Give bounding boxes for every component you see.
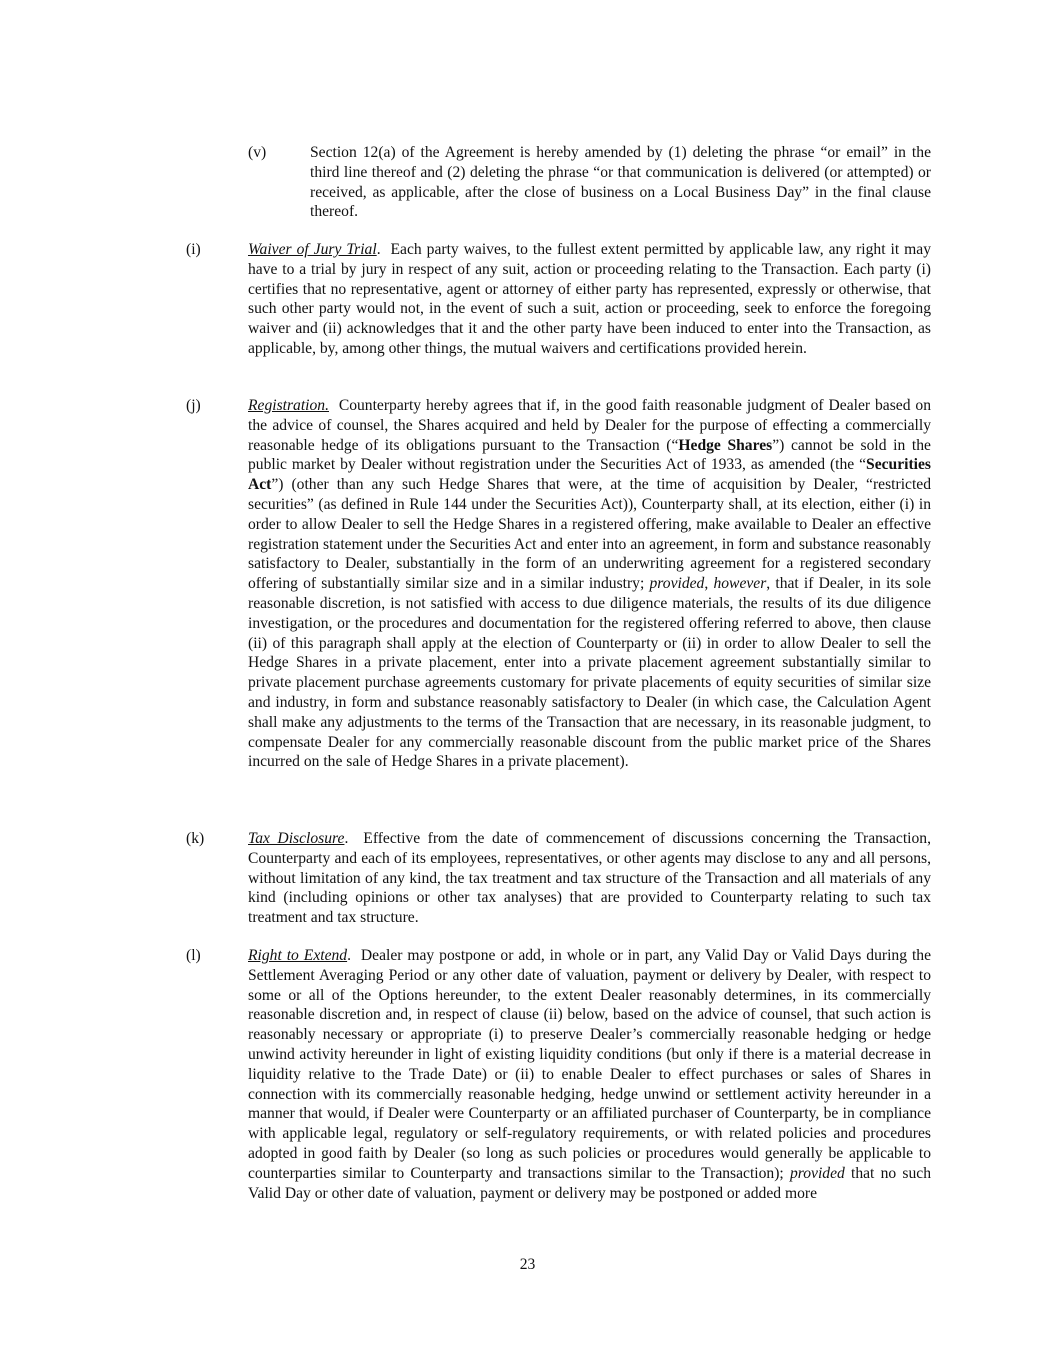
clause-j-text-5: , that if Dealer, in its sole reasonable discretion, is not satisfied with access to due diligence materials, the results of its due diligence investigation, or the procedures and documentation for the registered offering referred to above, then clause (ii) of this paragraph shall apply at the election of Counterparty or (ii) in order to allow Dealer to sell the Hedge Shares in a private placement, enter into a private placement agreement substantially similar to private placement purchase agreements customary for private placements of equity securities of similar size and industry, in form and substance reasonably satisfactory to Dealer (in which case, the Calculation Agent shall make any adjustments to the terms of the Transaction that are necessary, in its reasonable judgment, to compensate Dealer for any commercially reasonable discount from the public market price of the Shares incurred on the sale of Hedge Shares in a private placement).: [248, 575, 932, 771]
clause-j-text-2: ”) cannot be sold in the public market by Dealer without registration under the Securities Act of 1933, as amended (the “: [248, 436, 931, 474]
clause-j-however: however: [713, 575, 767, 593]
clause-k-paragraph: [248, 829, 931, 928]
clause-i-text: Each party waives, to the fullest extent permitted by applicable law, any right it may have to a trial by jury in respect of any suit, action or proceeding relating to the Transaction. Each party (i) certifies that no representative, agent or attorney of either party has represented, expressly or otherwise, that such other party would not, in the event of such a suit, action or proceeding, seek to enforce the foregoing waiver and (ii) acknowledges that it and the other party have been induced to enter into the Transaction, as applicable, by, among other things, the mutual waivers and certifications provided herein.: [248, 241, 932, 357]
clause-j-text-3: ”) (other than any such Hedge Shares that were, at the time of acquisition by Dealer, “restricted securities” (as defined in Rule 144 under the Securities Act)), Counterparty shall, at its election, either (i) in order to allow Dealer to sell the Hedge Shares in a registered offering, make available to Dealer an effective registration statement under the Securities Act and enter into an agreement, in form and substance reasonably satisfactory to Dealer, substantially in the form of an underwriting agreement for a registered secondary offering of substantially similar size and in a similar industry;: [248, 476, 931, 593]
clause-l-heading-punct: .: [347, 947, 351, 964]
clause-j-text-4: ,: [704, 575, 714, 593]
clause-label-i: (i): [186, 241, 201, 258]
clause-label-j: (j): [186, 397, 201, 414]
clause-j-provided: provided: [649, 575, 705, 593]
clause-l-paragraph: [248, 946, 931, 1203]
clause-j-heading: Registration.: [248, 397, 329, 414]
clause-i-heading: Waiver of Jury Trial: [248, 241, 377, 258]
clause-i-paragraph: [248, 240, 931, 359]
clause-l-heading: Right to Extend: [248, 947, 348, 964]
clause-j-paragraph: [248, 396, 931, 772]
clause-v-text: Section 12(a) of the Agreement is hereby amended by (1) deleting the phrase “or email” in the third line thereof and (2) deleting the phrase “or that communication is delivered (or attempted) or received, as applicable, after the close of business on a Local Business Day” in the final clause thereof.: [310, 144, 931, 221]
clause-l-provided: provided: [789, 1164, 845, 1182]
page-number: 23: [519, 1256, 536, 1273]
clause-i-heading-punct: .: [376, 241, 381, 258]
clause-l-text-1: Dealer may postpone or add, in whole or in part, any Valid Day or Valid Days during the Settlement Averaging Period or any other date of valuation, payment or delivery by Dealer, with respect to some or all of the Options hereunder, to the extent Dealer reasonably determines, in its commercially reasonable discretion and, in respect of clause (ii) below, based on the advice of counsel, that such action is reasonably necessary or appropriate (i) to preserve Dealer’s commercially reasonable hedging or hedge unwind activity hereunder in light of existing liquidity conditions (but only if there is a material decrease in liquidity relative to the Trade Date) or (ii) to enable Dealer to effect purchases or sales of Shares in connection with its commercially reasonable hedging, hedge unwind or settlement activity hereunder in a manner that would, if Dealer were Counterparty or an affiliated purchaser of Counterparty, be in compliance with applicable legal, regulatory or self-regulatory requirements, or with related policies and procedures adopted in good faith by Dealer (so long as such policies or procedures would generally be applicable to counterparties similar to Counterparty and transactions similar to the Transaction);: [248, 947, 932, 1182]
clause-j-defined-term-hedge-shares: Hedge Shares: [678, 436, 773, 454]
clause-k-heading: Tax Disclosure: [248, 830, 345, 847]
clause-j-defined-term-securities-act: Securities Act: [248, 456, 931, 494]
clause-label-l: (l): [186, 947, 201, 964]
clause-label-k: (k): [186, 830, 205, 847]
clause-label-v: (v): [248, 144, 267, 161]
clause-j-text-1: Counterparty hereby agrees that if, in the good faith reasonable judgment of Dealer based on the advice of counsel, the Shares acquired and held by Dealer for the purpose of effecting a commercially reasonable hedge of its obligations pursuant to the Transaction (“: [248, 397, 931, 454]
clause-l-text-2: that no such Valid Day or other date of valuation, payment or delivery may be postponed or added more: [248, 1164, 931, 1202]
clause-k-heading-punct: .: [344, 830, 349, 847]
clause-k-text: Effective from the date of commencement of discussions concerning the Transaction, Counterparty and each of its employees, representatives, or other agents may disclose to any and all persons, without limitation of any kind, the tax treatment and tax structure of the Transaction and all materials of any kind (including opinions or other tax analyses) that are provided to Counterparty relating to such tax treatment and tax structure.: [248, 830, 931, 927]
